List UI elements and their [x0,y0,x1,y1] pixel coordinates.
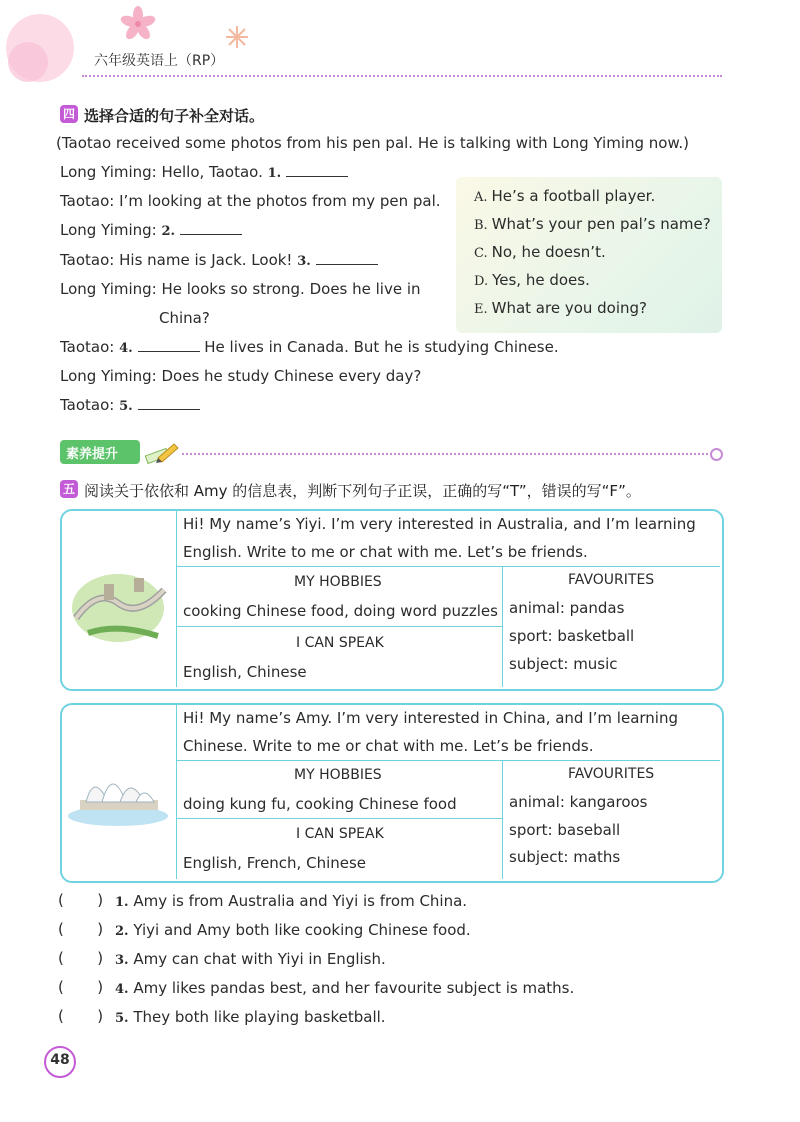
statement-number: 1. [115,895,129,910]
dialogue-line [60,366,421,386]
section5-instruction: 阅读关于依依和 Amy 的信息表，判断下列句子正误，正确的写“T”，错误的写“F”。 [84,482,641,500]
dialogue-speech: Long Yiming: Does he study Chinese every day? [60,367,422,385]
statement-text: Yiyi and Amy both like cooking Chinese food. [133,921,471,939]
blank-number: 2. [161,224,176,239]
option-item [474,214,711,236]
section4-context: (Taotao received some photos from his pen pal. He is talking with Long Yiming now.) [56,134,689,152]
dialogue-line [60,395,200,417]
dialogue-line [60,220,242,242]
card2-speak: English, French, Chinese [183,854,367,872]
blank-number: 5. [119,399,133,414]
option-item [474,270,590,292]
flower-icon [222,22,252,52]
blank-number: 4. [119,341,133,356]
statement-item [115,978,574,1000]
answer-paren[interactable]: ( ) [58,920,104,938]
opera-house-image [66,758,170,830]
banner-divider [182,453,712,455]
card1-hline-1 [176,566,720,567]
card2-favourites-heading: FAVOURITES [568,766,655,782]
section-badge-4: 四 [60,105,78,123]
answer-blank[interactable] [138,395,200,410]
card1-speak: English, Chinese [183,663,307,681]
section4-instruction: 选择合适的句子补全对话。 [84,107,265,125]
dialogue-line [60,279,421,299]
option-text: No, he doesn’t. [491,243,606,261]
answer-blank[interactable] [180,220,242,235]
card1-speak-heading: I CAN SPEAK [296,635,384,651]
card1-intro-line1: Hi! My name’s Yiyi. I’m very interested in Australia, and I’m learning [183,515,696,533]
answer-paren[interactable]: ( ) [58,891,104,909]
statement-item [115,920,471,942]
card2-intro-line2: Chinese. Write to me or chat with me. Let’s be friends. [183,737,594,755]
dialogue-speech: Long Yiming: Hello, Taotao. [60,163,263,181]
option-letter: C. [474,246,488,261]
section-badge-5: 五 [60,480,78,498]
statement-number: 4. [115,982,129,997]
statement-text: Amy is from Australia and Yiyi is from China. [133,892,468,910]
option-letter: E. [474,302,488,317]
blank-number: 1. [267,166,282,181]
header-divider [82,75,722,77]
card1-vline-main [176,511,177,687]
option-text: Yes, he does. [492,271,590,289]
dialogue-line [60,162,348,184]
answer-paren[interactable]: ( ) [58,978,104,996]
dialogue-speech: Taotao: I’m looking at the photos from my pen pal. [60,192,441,210]
dialogue-speech: Long Yiming: He looks so strong. Does he live in [60,280,421,298]
card1-intro-line2: English. Write to me or chat with me. Let’s be friends. [183,543,588,561]
page-number: 48 [50,1052,70,1068]
option-text: What’s your pen pal’s name? [491,215,711,233]
option-item [474,186,655,208]
card1-fav-animal: animal: pandas [509,599,625,617]
option-letter: D. [474,274,489,289]
option-text: He’s a football player. [491,187,656,205]
option-letter: B. [474,218,488,233]
card1-vline-2 [502,566,503,687]
page-header-title: 六年级英语上（RP） [94,53,225,69]
card2-hline-1 [176,760,720,761]
blank-number: 3. [297,254,311,269]
card2-hobbies-heading: MY HOBBIES [294,767,382,783]
statement-item [115,949,386,971]
card2-vline-main [176,705,177,879]
option-item [474,242,606,264]
card2-hobbies: doing kung fu, cooking Chinese food [183,795,457,813]
dialogue-line [60,250,378,272]
statement-item [115,1007,386,1029]
card2-hline-2 [176,818,502,819]
dialogue-speech: China? [159,309,210,327]
answer-paren[interactable]: ( ) [58,949,104,967]
dialogue-speech-continued: He lives in Canada. But he is studying Chinese. [204,338,559,356]
banner-label: 素养提升 [66,447,119,462]
card1-hobbies: cooking Chinese food, doing word puzzles [183,602,498,620]
card2-speak-heading: I CAN SPEAK [296,826,384,842]
header-decoration [0,0,120,95]
answer-blank[interactable] [316,250,378,265]
card1-hline-2 [176,626,502,627]
statement-number: 2. [115,924,129,939]
dialogue-speech: Taotao: [60,396,115,414]
card1-fav-subject: subject: music [509,655,618,673]
card2-intro-line1: Hi! My name’s Amy. I’m very interested in China, and I’m learning [183,709,678,727]
card2-fav-animal: animal: kangaroos [509,793,648,811]
blossom-icon [0,0,120,95]
card1-fav-sport: sport: basketball [509,627,635,645]
card2-vline-2 [502,760,503,879]
great-wall-image [68,548,168,648]
card1-favourites-heading: FAVOURITES [568,572,655,588]
card1-hobbies-heading: MY HOBBIES [294,574,382,590]
option-text: What are you doing? [491,299,648,317]
option-item [474,298,647,320]
dialogue-line [60,337,559,359]
statement-number: 3. [115,953,129,968]
option-letter: A. [474,190,488,205]
statement-text: Amy can chat with Yiyi in English. [133,950,386,968]
dialogue-line [159,308,210,328]
pencil-icon [144,438,180,466]
answer-paren[interactable]: ( ) [58,1007,104,1025]
flower-icon [118,4,158,44]
statement-text: They both like playing basketball. [133,1008,386,1026]
answer-blank[interactable] [138,337,200,352]
statement-number: 5. [115,1011,129,1026]
dialogue-line [60,191,441,211]
card2-fav-subject: subject: maths [509,848,621,866]
statement-item [115,891,467,913]
dialogue-speech: Taotao: His name is Jack. Look! [60,251,293,269]
card2-fav-sport: sport: baseball [509,821,621,839]
divider-end-icon [710,448,723,461]
dialogue-speech: Taotao: [60,338,115,356]
statement-text: Amy likes pandas best, and her favourite subject is maths. [133,979,575,997]
dialogue-speech: Long Yiming: [60,221,157,239]
answer-blank[interactable] [286,162,348,177]
